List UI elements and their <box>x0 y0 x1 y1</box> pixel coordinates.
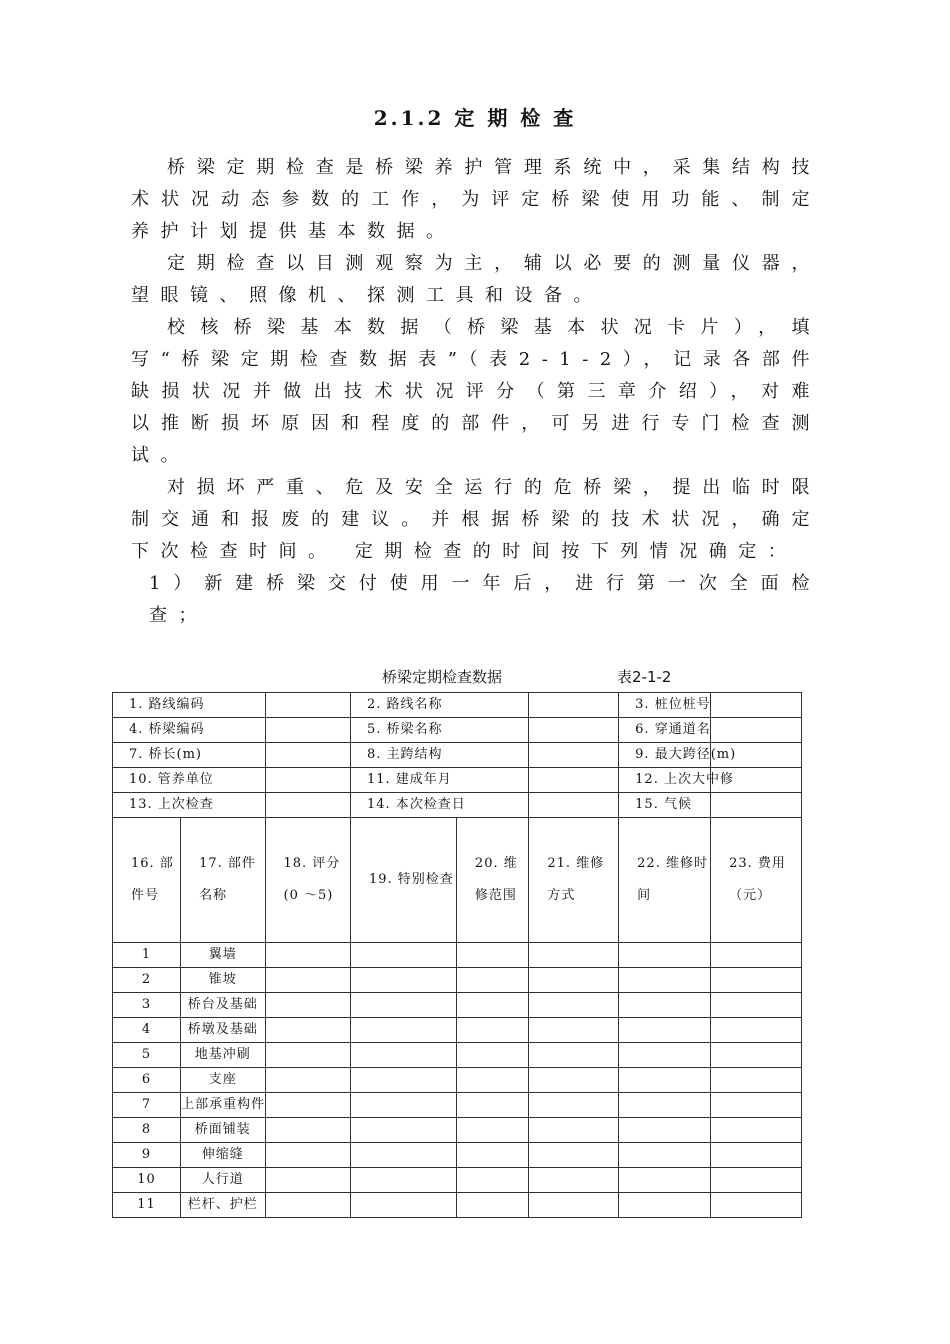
empty-cell <box>529 1068 619 1093</box>
paragraph: 桥梁定期检查是桥梁养护管理系统中，采集结构技术状况动态参数的工作，为评定桥梁使用功能、制定养护计划提供基本数据。 <box>131 157 821 242</box>
component-no: 11 <box>113 1193 181 1218</box>
info-label: 11. 建成年月 <box>350 768 528 793</box>
empty-cell <box>711 943 802 968</box>
table-row <box>113 1043 802 1068</box>
empty-cell <box>456 1143 528 1168</box>
empty-cell <box>529 1018 619 1043</box>
empty-cell <box>265 1168 350 1193</box>
table-row <box>113 1093 802 1118</box>
empty-cell <box>529 968 619 993</box>
info-value <box>265 693 350 718</box>
empty-cell <box>619 1093 711 1118</box>
table-row <box>113 1168 802 1193</box>
info-row <box>113 768 802 793</box>
empty-cell <box>350 1018 456 1043</box>
empty-cell <box>456 1043 528 1068</box>
empty-cell <box>711 1018 802 1043</box>
empty-cell <box>350 1043 456 1068</box>
empty-cell <box>265 1018 350 1043</box>
column-header-row <box>113 818 802 943</box>
empty-cell <box>619 1168 711 1193</box>
info-label: 4. 桥梁编码 <box>113 718 266 743</box>
component-no: 6 <box>113 1068 181 1093</box>
empty-cell <box>619 1018 711 1043</box>
component-rows <box>113 943 802 1218</box>
header-repair-scope: 20. 维修范围 <box>456 818 528 943</box>
component-name: 上部承重构件 <box>181 1093 265 1118</box>
empty-cell <box>529 1093 619 1118</box>
empty-cell <box>350 943 456 968</box>
empty-cell <box>711 968 802 993</box>
empty-cell <box>265 968 350 993</box>
empty-cell <box>456 943 528 968</box>
empty-cell <box>265 1043 350 1068</box>
table-row <box>113 1193 802 1218</box>
empty-cell <box>265 943 350 968</box>
info-value <box>711 793 802 818</box>
info-label: 12. 上次大中修 <box>619 768 711 793</box>
empty-cell <box>529 1168 619 1193</box>
inspection-data-table <box>112 692 802 1218</box>
empty-cell <box>529 1193 619 1218</box>
empty-cell <box>529 1118 619 1143</box>
table-caption-number: 表2-1-2 <box>617 668 672 686</box>
component-name: 栏杆、护栏 <box>181 1193 265 1218</box>
info-value <box>711 693 802 718</box>
header-component-name: 17. 部件名称 <box>181 818 265 943</box>
info-value <box>529 693 619 718</box>
info-label: 10. 管养单位 <box>113 768 266 793</box>
empty-cell <box>350 1193 456 1218</box>
table-row <box>113 1018 802 1043</box>
table-row <box>113 1068 802 1093</box>
info-label: 2. 路线名称 <box>350 693 528 718</box>
component-no: 5 <box>113 1043 181 1068</box>
info-row <box>113 693 802 718</box>
empty-cell <box>711 1143 802 1168</box>
empty-cell <box>529 1143 619 1168</box>
info-label: 14. 本次检查日 <box>350 793 528 818</box>
empty-cell <box>265 1143 350 1168</box>
header-special-check: 19. 特别检查 <box>350 818 456 943</box>
empty-cell <box>619 1118 711 1143</box>
empty-cell <box>350 1118 456 1143</box>
empty-cell <box>619 968 711 993</box>
component-name: 桥台及基础 <box>181 993 265 1018</box>
empty-cell <box>265 1093 350 1118</box>
component-name: 锥坡 <box>181 968 265 993</box>
empty-cell <box>456 1168 528 1193</box>
empty-cell <box>456 1193 528 1218</box>
empty-cell <box>619 993 711 1018</box>
empty-cell <box>456 1068 528 1093</box>
empty-cell <box>456 968 528 993</box>
component-no: 3 <box>113 993 181 1018</box>
empty-cell <box>529 943 619 968</box>
component-no: 9 <box>113 1143 181 1168</box>
empty-cell <box>350 1168 456 1193</box>
empty-cell <box>711 1068 802 1093</box>
empty-cell <box>456 1118 528 1143</box>
header-component-no: 16. 部件号 <box>113 818 181 943</box>
section-title: 2.1.2 定 期 检 查 <box>373 106 577 130</box>
component-no: 7 <box>113 1093 181 1118</box>
empty-cell <box>529 993 619 1018</box>
empty-cell <box>619 1068 711 1093</box>
info-label: 5. 桥梁名称 <box>350 718 528 743</box>
component-name: 支座 <box>181 1068 265 1093</box>
info-value <box>529 793 619 818</box>
component-name: 桥墩及基础 <box>181 1018 265 1043</box>
empty-cell <box>711 1168 802 1193</box>
info-value <box>529 718 619 743</box>
component-name: 伸缩缝 <box>181 1143 265 1168</box>
empty-cell <box>265 1118 350 1143</box>
info-label: 7. 桥长(m) <box>113 743 266 768</box>
body-text <box>131 152 821 632</box>
header-repair-time: 22. 维修时间 <box>619 818 711 943</box>
paragraph: 校核桥梁基本数据（桥梁基本状况卡片），填写“桥梁定期检查数据表”（表2-1-2），记录各部件缺损状况并做出技术状况评分（第三章介绍），对难以推断损坏原因和程度的部件，可另进行专门检查测试。 <box>131 317 821 466</box>
paragraph: 对损坏严重、危及安全运行的危桥梁，提出临时限制交通和报废的建议。并根据桥梁的技术状况，确定下次检查时间。 定期检查的时间按下列情况确定： <box>131 477 821 562</box>
empty-cell <box>711 1193 802 1218</box>
paragraph: 定期检查以目测观察为主，辅以必要的测量仪器，望眼镜、照像机、探测工具和设备。 <box>131 253 821 306</box>
header-cost: 23. 费用（元） <box>711 818 802 943</box>
table-row <box>113 1118 802 1143</box>
component-no: 2 <box>113 968 181 993</box>
info-value <box>265 718 350 743</box>
info-label: 8. 主跨结构 <box>350 743 528 768</box>
component-no: 4 <box>113 1018 181 1043</box>
empty-cell <box>711 1043 802 1068</box>
list-item: 1）新建桥梁交付使用一年后，进行第一次全面检查； <box>149 573 821 626</box>
info-label: 3. 桩位桩号 <box>619 693 711 718</box>
table-row <box>113 1143 802 1168</box>
empty-cell <box>619 1143 711 1168</box>
info-value <box>529 743 619 768</box>
empty-cell <box>350 1093 456 1118</box>
info-label: 13. 上次检查 <box>113 793 266 818</box>
empty-cell <box>265 1193 350 1218</box>
component-no: 8 <box>113 1118 181 1143</box>
header-repair-method: 21. 维修方式 <box>529 818 619 943</box>
info-label: 9. 最大跨径(m) <box>619 743 711 768</box>
empty-cell <box>619 1043 711 1068</box>
empty-cell <box>350 1068 456 1093</box>
info-row <box>113 743 802 768</box>
component-name: 地基冲刷 <box>181 1043 265 1068</box>
info-value <box>265 793 350 818</box>
info-value <box>265 743 350 768</box>
component-no: 1 <box>113 943 181 968</box>
info-label: 15. 气候 <box>619 793 711 818</box>
header-score: 18. 评分(0 ～5) <box>265 818 350 943</box>
empty-cell <box>711 993 802 1018</box>
table-row <box>113 968 802 993</box>
empty-cell <box>350 968 456 993</box>
table-row <box>113 943 802 968</box>
table-row <box>113 993 802 1018</box>
empty-cell <box>456 1093 528 1118</box>
component-name: 桥面铺装 <box>181 1118 265 1143</box>
component-name: 翼墙 <box>181 943 265 968</box>
empty-cell <box>350 993 456 1018</box>
empty-cell <box>265 993 350 1018</box>
empty-cell <box>711 1118 802 1143</box>
info-label: 6. 穿通道名 <box>619 718 711 743</box>
empty-cell <box>619 1193 711 1218</box>
empty-cell <box>529 1043 619 1068</box>
component-name: 人行道 <box>181 1168 265 1193</box>
info-row <box>113 793 802 818</box>
empty-cell <box>456 1018 528 1043</box>
info-value <box>529 768 619 793</box>
empty-cell <box>711 1093 802 1118</box>
component-no: 10 <box>113 1168 181 1193</box>
empty-cell <box>350 1143 456 1168</box>
info-label: 1. 路线编码 <box>113 693 266 718</box>
info-value <box>265 768 350 793</box>
table-caption-name: 桥梁定期检查数据 <box>382 668 503 686</box>
empty-cell <box>619 943 711 968</box>
info-value <box>711 718 802 743</box>
info-row <box>113 718 802 743</box>
empty-cell <box>265 1068 350 1093</box>
empty-cell <box>456 993 528 1018</box>
